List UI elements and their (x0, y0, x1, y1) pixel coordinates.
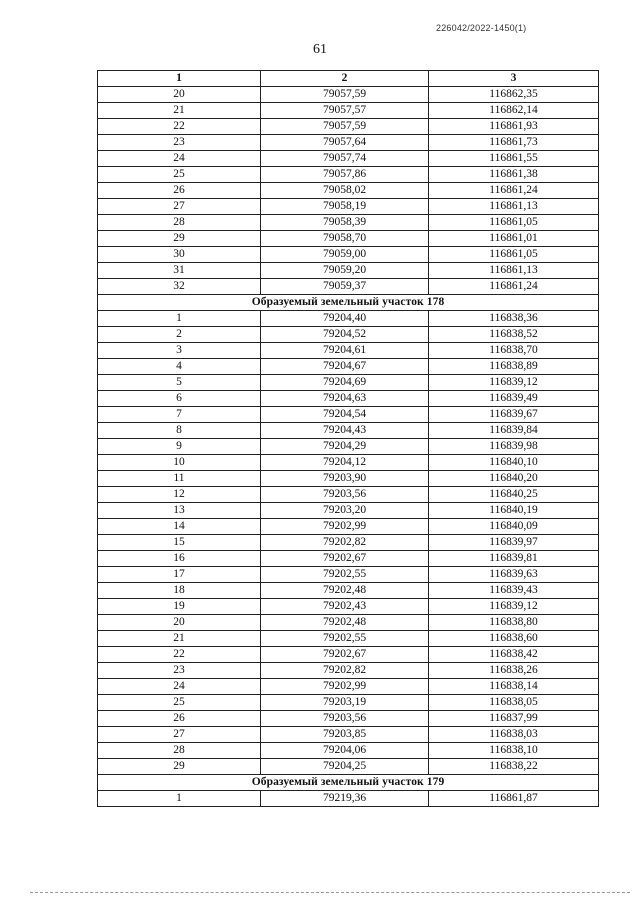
table-row (98, 375, 599, 391)
y-coordinate-cell: 116839,49 (429, 391, 599, 407)
x-coordinate-cell: 79058,70 (261, 231, 429, 247)
y-coordinate-cell: 116839,12 (429, 375, 599, 391)
table-row (98, 263, 599, 279)
y-coordinate-cell: 116839,12 (429, 599, 599, 615)
table-row (98, 743, 599, 759)
y-coordinate-cell: 116840,20 (429, 471, 599, 487)
point-number-cell: 24 (98, 151, 261, 167)
point-number-cell: 20 (98, 87, 261, 103)
table-row (98, 423, 599, 439)
table-header-row (98, 71, 599, 87)
y-coordinate-cell: 116862,35 (429, 87, 599, 103)
point-number-cell: 8 (98, 423, 261, 439)
table-row (98, 711, 599, 727)
point-number-cell: 28 (98, 743, 261, 759)
x-coordinate-cell: 79203,90 (261, 471, 429, 487)
table-row (98, 679, 599, 695)
y-coordinate-cell: 116861,55 (429, 151, 599, 167)
table-row (98, 151, 599, 167)
x-coordinate-cell: 79204,54 (261, 407, 429, 423)
x-coordinate-cell: 79204,12 (261, 455, 429, 471)
point-number-cell: 9 (98, 439, 261, 455)
x-coordinate-cell: 79059,20 (261, 263, 429, 279)
x-coordinate-cell: 79057,59 (261, 87, 429, 103)
table-row (98, 359, 599, 375)
y-coordinate-cell: 116861,24 (429, 279, 599, 295)
point-number-cell: 1 (98, 791, 261, 807)
x-coordinate-cell: 79202,67 (261, 551, 429, 567)
point-number-cell: 12 (98, 487, 261, 503)
x-coordinate-cell: 79057,64 (261, 135, 429, 151)
y-coordinate-cell: 116861,01 (429, 231, 599, 247)
y-coordinate-cell: 116861,05 (429, 247, 599, 263)
table-row (98, 279, 599, 295)
x-coordinate-cell: 79203,19 (261, 695, 429, 711)
point-number-cell: 14 (98, 519, 261, 535)
y-coordinate-cell: 116838,60 (429, 631, 599, 647)
point-number-cell: 17 (98, 567, 261, 583)
point-number-cell: 26 (98, 711, 261, 727)
x-coordinate-cell: 79202,67 (261, 647, 429, 663)
point-number-cell: 2 (98, 327, 261, 343)
document-number: 226042/2022-1450(1) (436, 23, 527, 33)
table-row (98, 503, 599, 519)
section-title: Образуемый земельный участок 178 (98, 295, 599, 311)
y-coordinate-cell: 116838,22 (429, 759, 599, 775)
table-row (98, 167, 599, 183)
x-coordinate-cell: 79204,43 (261, 423, 429, 439)
x-coordinate-cell: 79203,56 (261, 711, 429, 727)
point-number-cell: 10 (98, 455, 261, 471)
x-coordinate-cell: 79202,43 (261, 599, 429, 615)
table-row (98, 247, 599, 263)
table-row (98, 439, 599, 455)
y-coordinate-cell: 116838,42 (429, 647, 599, 663)
y-coordinate-cell: 116840,10 (429, 455, 599, 471)
y-coordinate-cell: 116840,09 (429, 519, 599, 535)
x-coordinate-cell: 79204,52 (261, 327, 429, 343)
x-coordinate-cell: 79203,85 (261, 727, 429, 743)
x-coordinate-cell: 79219,36 (261, 791, 429, 807)
table-row (98, 103, 599, 119)
point-number-cell: 1 (98, 311, 261, 327)
scan-edge-line (30, 892, 630, 893)
section-title-row (98, 295, 599, 311)
y-coordinate-cell: 116838,14 (429, 679, 599, 695)
table-row (98, 615, 599, 631)
point-number-cell: 18 (98, 583, 261, 599)
y-coordinate-cell: 116862,14 (429, 103, 599, 119)
x-coordinate-cell: 79204,06 (261, 743, 429, 759)
point-number-cell: 16 (98, 551, 261, 567)
table-row (98, 183, 599, 199)
table-row (98, 343, 599, 359)
x-coordinate-cell: 79058,39 (261, 215, 429, 231)
table-row (98, 311, 599, 327)
table-row (98, 487, 599, 503)
y-coordinate-cell: 116839,98 (429, 439, 599, 455)
table-row (98, 695, 599, 711)
point-number-cell: 29 (98, 759, 261, 775)
y-coordinate-cell: 116861,73 (429, 135, 599, 151)
x-coordinate-cell: 79057,59 (261, 119, 429, 135)
x-coordinate-cell: 79204,67 (261, 359, 429, 375)
x-coordinate-cell: 79057,57 (261, 103, 429, 119)
table-row (98, 327, 599, 343)
x-coordinate-cell: 79203,56 (261, 487, 429, 503)
y-coordinate-cell: 116838,52 (429, 327, 599, 343)
point-number-cell: 31 (98, 263, 261, 279)
point-number-cell: 5 (98, 375, 261, 391)
table-row (98, 407, 599, 423)
table-row (98, 663, 599, 679)
y-coordinate-cell: 116838,89 (429, 359, 599, 375)
point-number-cell: 26 (98, 183, 261, 199)
y-coordinate-cell: 116839,97 (429, 535, 599, 551)
point-number-cell: 4 (98, 359, 261, 375)
table-row (98, 535, 599, 551)
x-coordinate-cell: 79058,19 (261, 199, 429, 215)
point-number-cell: 22 (98, 119, 261, 135)
section-title-row (98, 775, 599, 791)
x-coordinate-cell: 79059,37 (261, 279, 429, 295)
y-coordinate-cell: 116861,24 (429, 183, 599, 199)
coordinates-table (97, 70, 599, 807)
x-coordinate-cell: 79202,48 (261, 615, 429, 631)
y-coordinate-cell: 116839,43 (429, 583, 599, 599)
x-coordinate-cell: 79204,25 (261, 759, 429, 775)
point-number-cell: 23 (98, 663, 261, 679)
point-number-cell: 3 (98, 343, 261, 359)
table-row (98, 135, 599, 151)
column-header-2: 2 (261, 71, 429, 87)
table-row (98, 759, 599, 775)
x-coordinate-cell: 79204,40 (261, 311, 429, 327)
column-header-1: 1 (98, 71, 261, 87)
table-row (98, 599, 599, 615)
point-number-cell: 25 (98, 695, 261, 711)
y-coordinate-cell: 116861,13 (429, 263, 599, 279)
y-coordinate-cell: 116838,03 (429, 727, 599, 743)
table-row (98, 231, 599, 247)
point-number-cell: 25 (98, 167, 261, 183)
point-number-cell: 22 (98, 647, 261, 663)
point-number-cell: 11 (98, 471, 261, 487)
x-coordinate-cell: 79057,86 (261, 167, 429, 183)
y-coordinate-cell: 116839,84 (429, 423, 599, 439)
column-header-3: 3 (429, 71, 599, 87)
x-coordinate-cell: 79204,61 (261, 343, 429, 359)
y-coordinate-cell: 116861,05 (429, 215, 599, 231)
x-coordinate-cell: 79202,82 (261, 535, 429, 551)
y-coordinate-cell: 116839,67 (429, 407, 599, 423)
table-row (98, 119, 599, 135)
point-number-cell: 27 (98, 727, 261, 743)
table-row (98, 391, 599, 407)
y-coordinate-cell: 116861,38 (429, 167, 599, 183)
table-row (98, 583, 599, 599)
y-coordinate-cell: 116840,25 (429, 487, 599, 503)
table-row (98, 791, 599, 807)
x-coordinate-cell: 79202,99 (261, 519, 429, 535)
point-number-cell: 21 (98, 103, 261, 119)
y-coordinate-cell: 116839,81 (429, 551, 599, 567)
table-row (98, 199, 599, 215)
point-number-cell: 29 (98, 231, 261, 247)
point-number-cell: 15 (98, 535, 261, 551)
table-row (98, 471, 599, 487)
y-coordinate-cell: 116840,19 (429, 503, 599, 519)
table-row (98, 567, 599, 583)
x-coordinate-cell: 79202,55 (261, 567, 429, 583)
x-coordinate-cell: 79203,20 (261, 503, 429, 519)
x-coordinate-cell: 79204,69 (261, 375, 429, 391)
x-coordinate-cell: 79057,74 (261, 151, 429, 167)
table-row (98, 215, 599, 231)
table-row (98, 519, 599, 535)
point-number-cell: 28 (98, 215, 261, 231)
x-coordinate-cell: 79058,02 (261, 183, 429, 199)
x-coordinate-cell: 79204,29 (261, 439, 429, 455)
x-coordinate-cell: 79202,55 (261, 631, 429, 647)
y-coordinate-cell: 116838,05 (429, 695, 599, 711)
point-number-cell: 20 (98, 615, 261, 631)
page-number: 61 (313, 42, 327, 57)
y-coordinate-cell: 116861,93 (429, 119, 599, 135)
x-coordinate-cell: 79202,82 (261, 663, 429, 679)
y-coordinate-cell: 116838,70 (429, 343, 599, 359)
section-title: Образуемый земельный участок 179 (98, 775, 599, 791)
point-number-cell: 24 (98, 679, 261, 695)
table-row (98, 647, 599, 663)
table-row (98, 87, 599, 103)
x-coordinate-cell: 79204,63 (261, 391, 429, 407)
table-row (98, 727, 599, 743)
x-coordinate-cell: 79202,48 (261, 583, 429, 599)
y-coordinate-cell: 116838,10 (429, 743, 599, 759)
y-coordinate-cell: 116837,99 (429, 711, 599, 727)
table-row (98, 455, 599, 471)
y-coordinate-cell: 116861,87 (429, 791, 599, 807)
table-row (98, 631, 599, 647)
x-coordinate-cell: 79059,00 (261, 247, 429, 263)
point-number-cell: 21 (98, 631, 261, 647)
table-body (98, 87, 599, 807)
x-coordinate-cell: 79202,99 (261, 679, 429, 695)
point-number-cell: 19 (98, 599, 261, 615)
point-number-cell: 27 (98, 199, 261, 215)
point-number-cell: 32 (98, 279, 261, 295)
y-coordinate-cell: 116838,80 (429, 615, 599, 631)
point-number-cell: 30 (98, 247, 261, 263)
point-number-cell: 7 (98, 407, 261, 423)
point-number-cell: 13 (98, 503, 261, 519)
y-coordinate-cell: 116839,63 (429, 567, 599, 583)
table-row (98, 551, 599, 567)
y-coordinate-cell: 116861,13 (429, 199, 599, 215)
point-number-cell: 6 (98, 391, 261, 407)
y-coordinate-cell: 116838,26 (429, 663, 599, 679)
y-coordinate-cell: 116838,36 (429, 311, 599, 327)
point-number-cell: 23 (98, 135, 261, 151)
